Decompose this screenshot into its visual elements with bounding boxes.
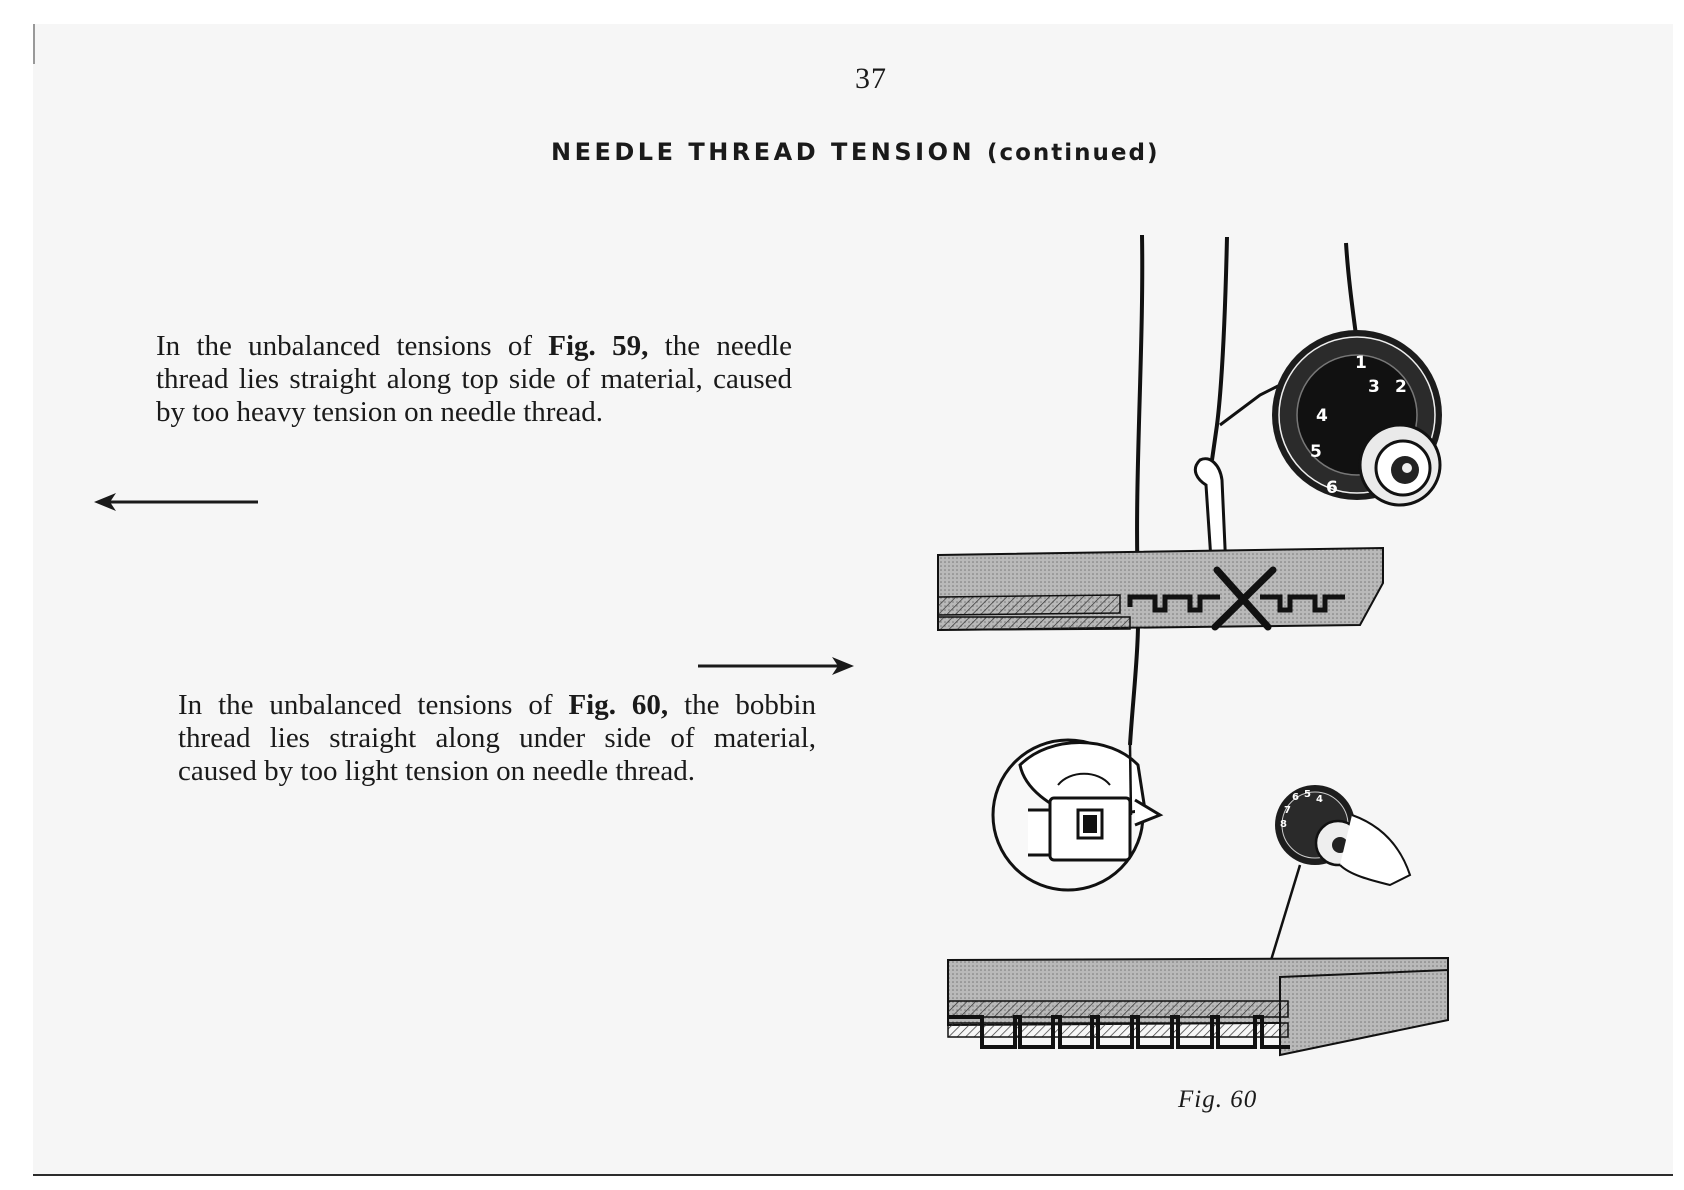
figure-caption: Fig. 60 xyxy=(1178,1086,1258,1113)
svg-text:5: 5 xyxy=(1310,442,1322,462)
svg-text:5: 5 xyxy=(1304,789,1311,800)
svg-text:6: 6 xyxy=(1326,478,1338,498)
paragraph-lead: In the unbalanced tensions of xyxy=(156,330,532,362)
fabric-lower xyxy=(948,958,1448,1055)
needle-thread xyxy=(1130,235,1142,745)
small-tension-dial-icon xyxy=(1275,785,1410,885)
paragraph-fig-60 xyxy=(178,689,816,788)
svg-text:4: 4 xyxy=(1316,406,1328,426)
svg-text:6: 6 xyxy=(1292,792,1299,803)
spool-thread xyxy=(1346,243,1356,335)
paragraph-lead: In the unbalanced tensions of xyxy=(178,689,553,721)
page-heading xyxy=(551,138,1191,166)
svg-text:8: 8 xyxy=(1280,819,1287,830)
left-arrow-icon xyxy=(92,490,262,514)
heading-suffix: (continued) xyxy=(986,140,1160,166)
svg-text:2: 2 xyxy=(1395,377,1407,397)
scan-edge xyxy=(33,24,35,64)
paragraph-body: the needle thread lies straight along top side of material, caused by too heavy tension on needle thread. xyxy=(156,330,793,428)
page-number: 37 xyxy=(855,62,887,95)
figure-reference: Fig. 59, xyxy=(548,330,649,362)
heading-title: NEEDLE THREAD TENSION xyxy=(551,138,976,166)
right-arrow-icon xyxy=(696,654,856,678)
svg-text:1: 1 xyxy=(1355,353,1367,373)
tension-dial-icon xyxy=(1272,330,1442,505)
paragraph-body: the bobbin thread lies straight along under side of material, caused by too light tension on needle thread. xyxy=(178,689,816,787)
svg-text:4: 4 xyxy=(1316,794,1323,805)
paragraph-fig-59 xyxy=(156,330,792,429)
bottom-rule xyxy=(33,1174,1673,1176)
hand xyxy=(1340,815,1410,885)
tension-illustration xyxy=(920,225,1480,1075)
svg-text:3: 3 xyxy=(1368,377,1380,397)
bobbin-case-icon xyxy=(993,740,1160,890)
svg-text:7: 7 xyxy=(1284,805,1291,816)
fabric-upper xyxy=(938,548,1383,630)
upper-thread xyxy=(1212,237,1227,460)
figure-reference: Fig. 60, xyxy=(568,689,669,721)
